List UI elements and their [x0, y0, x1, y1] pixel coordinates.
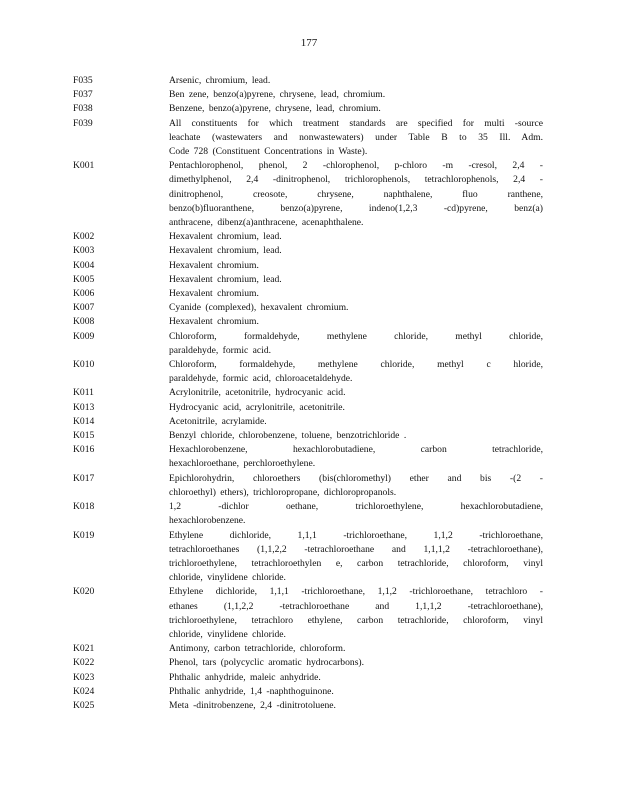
- table-row: [73, 429, 543, 443]
- table-row: [73, 585, 543, 642]
- table-row: [73, 102, 543, 116]
- waste-code: K025: [73, 699, 95, 711]
- waste-code: K009: [73, 330, 95, 342]
- waste-code: K017: [73, 472, 95, 484]
- table-row: [73, 74, 543, 88]
- constituents-cell: [169, 273, 543, 287]
- constituents-line: Hydrocyanic acid, acrylonitrile, acetonitrile.: [169, 401, 345, 413]
- constituents-cell: [169, 699, 543, 713]
- constituents-line: 1,2 -dichlor oethane, trichloroethylene, hexachlorobutadiene,: [169, 501, 543, 513]
- waste-code-table: [73, 74, 543, 713]
- table-row: [73, 386, 543, 400]
- constituents-line: Phenol, tars (polycyclic aromatic hydrocarbons).: [169, 657, 365, 669]
- table-row: [73, 88, 543, 102]
- waste-code: F038: [73, 103, 93, 115]
- constituents-line: Meta -dinitrobenzene, 2,4 -dinitrotoluene.: [169, 699, 336, 711]
- waste-code: K024: [73, 685, 95, 697]
- table-row: [73, 472, 543, 500]
- waste-code: K013: [73, 401, 95, 413]
- constituents-line: trichloroethylene, tetrachloro ethylene, carbon tetrachloride, chloroform, vinyl: [169, 614, 543, 626]
- constituents-cell: [169, 315, 543, 329]
- constituents-line: Phthalic anhydride, maleic anhydride.: [169, 671, 321, 683]
- constituents-line: Hexavalent chromium, lead.: [169, 245, 282, 257]
- constituents-line: chloroethyl) ethers), trichloropropane, dichloropropanols.: [169, 486, 397, 498]
- table-row: [73, 301, 543, 315]
- constituents-line: benzo(b)fluoranthene, benzo(a)pyrene, indeno(1,2,3 -cd)pyrene, benz(a): [169, 202, 543, 214]
- waste-code: K014: [73, 415, 95, 427]
- constituents-line: Cyanide (complexed), hexavalent chromium.: [169, 302, 349, 314]
- constituents-line: Hexachlorobenzene, hexachlorobutadiene, carbon tetrachloride,: [169, 444, 543, 456]
- constituents-line: Hexavalent chromium.: [169, 316, 259, 328]
- constituents-line: dinitrophenol, creosote, chrysene, naphthalene, fluo ranthene,: [169, 188, 543, 200]
- constituents-cell: [169, 159, 543, 230]
- table-row: [73, 656, 543, 670]
- constituents-line: Acrylonitrile, acetonitrile, hydrocyanic acid.: [169, 387, 346, 399]
- waste-code: K001: [73, 160, 95, 172]
- constituents-cell: [169, 443, 543, 471]
- constituents-cell: [169, 656, 543, 670]
- constituents-cell: [169, 415, 543, 429]
- constituents-line: Pentachlorophenol, phenol, 2 -chlorophenol, p-chloro -m -cresol, 2,4 -: [169, 160, 543, 172]
- constituents-line: hexachloroethane, perchloroethylene.: [169, 458, 316, 470]
- table-row: [73, 401, 543, 415]
- constituents-line: hexachlorobenzene.: [169, 515, 246, 527]
- waste-code: F039: [73, 117, 93, 129]
- constituents-cell: [169, 472, 543, 500]
- table-row: [73, 230, 543, 244]
- constituents-line: Code 728 (Constituent Concentrations in Waste).: [169, 146, 368, 158]
- constituents-line: Ethylene dichloride, 1,1,1 -trichloroethane, 1,1,2 -trichloroethane, tetrachloro -: [169, 586, 543, 598]
- waste-code: K002: [73, 231, 95, 243]
- waste-code: K005: [73, 273, 95, 285]
- constituents-line: tetrachloroethanes (1,1,2,2 -tetrachloroethane and 1,1,1,2 -tetrachloroethane),: [169, 543, 543, 555]
- constituents-line: Acetonitrile, acrylamide.: [169, 415, 267, 427]
- table-row: [73, 699, 543, 713]
- constituents-cell: [169, 429, 543, 443]
- table-row: [73, 287, 543, 301]
- waste-code: K022: [73, 657, 95, 669]
- constituents-line: Ben zene, benzo(a)pyrene, chrysene, lead, chromium.: [169, 89, 386, 101]
- table-row: [73, 117, 543, 160]
- waste-code: K003: [73, 245, 95, 257]
- constituents-cell: [169, 500, 543, 528]
- constituents-cell: [169, 642, 543, 656]
- constituents-cell: [169, 287, 543, 301]
- constituents-cell: [169, 74, 543, 88]
- constituents-cell: [169, 330, 543, 358]
- table-row: [73, 315, 543, 329]
- waste-code: F035: [73, 75, 93, 86]
- constituents-cell: [169, 685, 543, 699]
- constituents-cell: [169, 671, 543, 685]
- constituents-line: Hexavalent chromium, lead.: [169, 273, 282, 285]
- constituents-line: paraldehyde, formic acid.: [169, 344, 272, 356]
- constituents-line: chloride, vinylidene chloride.: [169, 628, 286, 640]
- constituents-line: Epichlorohydrin, chloroethers (bis(chloromethyl) ether and bis -(2 -: [169, 472, 543, 484]
- constituents-line: Chloroform, formaldehyde, methylene chloride, methyl c hloride,: [169, 359, 543, 371]
- constituents-line: Antimony, carbon tetrachloride, chloroform.: [169, 643, 346, 655]
- waste-code: K015: [73, 430, 95, 442]
- constituents-cell: [169, 401, 543, 415]
- table-row: [73, 259, 543, 273]
- table-row: [73, 642, 543, 656]
- waste-code: K018: [73, 501, 95, 513]
- constituents-cell: [169, 259, 543, 273]
- constituents-cell: [169, 102, 543, 116]
- table-row: [73, 244, 543, 258]
- table-row: [73, 529, 543, 586]
- table-row: [73, 159, 543, 230]
- constituents-cell: [169, 529, 543, 586]
- waste-code: K023: [73, 671, 95, 683]
- constituents-line: paraldehyde, formic acid, chloroacetaldehyde.: [169, 373, 353, 385]
- waste-code: F037: [73, 89, 93, 101]
- waste-code: K007: [73, 302, 95, 314]
- constituents-line: chloride, vinylidene chloride.: [169, 572, 286, 584]
- constituents-cell: [169, 230, 543, 244]
- constituents-cell: [169, 386, 543, 400]
- waste-code: K016: [73, 444, 95, 456]
- constituents-line: trichloroethylene, tetrachloroethylen e, carbon tetrachloride, chloroform, vinyl: [169, 557, 543, 569]
- constituents-line: Chloroform, formaldehyde, methylene chloride, methyl chloride,: [169, 330, 543, 342]
- constituents-line: Hexavalent chromium, lead.: [169, 231, 282, 243]
- constituents-cell: [169, 358, 543, 386]
- waste-code: K021: [73, 643, 95, 655]
- constituents-line: Arsenic, chromium, lead.: [169, 75, 271, 86]
- table-row: [73, 671, 543, 685]
- waste-code: K004: [73, 259, 95, 271]
- table-row: [73, 415, 543, 429]
- waste-code: K011: [73, 387, 94, 399]
- table-row: [73, 330, 543, 358]
- constituents-line: Hexavalent chromium.: [169, 259, 259, 271]
- constituents-cell: [169, 585, 543, 642]
- constituents-line: All constituents for which treatment standards are specified for multi -source: [169, 117, 543, 129]
- constituents-line: Benzene, benzo(a)pyrene, chrysene, lead, chromium.: [169, 103, 381, 115]
- table-row: [73, 358, 543, 386]
- constituents-cell: [169, 244, 543, 258]
- constituents-line: ethanes (1,1,2,2 -tetrachloroethane and 1,1,1,2 -tetrachloroethane),: [169, 600, 543, 612]
- page-number: 177: [300, 37, 318, 49]
- table-row: [73, 500, 543, 528]
- table-row: [73, 443, 543, 471]
- constituents-cell: [169, 301, 543, 315]
- waste-code: K019: [73, 529, 95, 541]
- constituents-line: Ethylene dichloride, 1,1,1 -trichloroethane, 1,1,2 -trichloroethane,: [169, 529, 543, 541]
- waste-code: K020: [73, 586, 95, 598]
- constituents-line: Phthalic anhydride, 1,4 -naphthoguinone.: [169, 685, 334, 697]
- constituents-line: Hexavalent chromium.: [169, 288, 259, 300]
- constituents-cell: [169, 117, 543, 160]
- waste-code: K006: [73, 288, 95, 300]
- waste-code: K010: [73, 359, 95, 371]
- constituents-line: anthracene, dibenz(a)anthracene, acenaphthalene.: [169, 217, 364, 229]
- table-row: [73, 685, 543, 699]
- constituents-line: leachate (wastewaters and nonwastewaters) under Table B to 35 Ill. Adm.: [169, 131, 543, 143]
- constituents-line: Benzyl chloride, chlorobenzene, toluene, benzotrichloride .: [169, 430, 407, 442]
- table-row: [73, 273, 543, 287]
- waste-code: K008: [73, 316, 95, 328]
- constituents-cell: [169, 88, 543, 102]
- constituents-line: dimethylphenol, 2,4 -dinitrophenol, trichlorophenols, tetrachlorophenols, 2,4 -: [169, 174, 543, 186]
